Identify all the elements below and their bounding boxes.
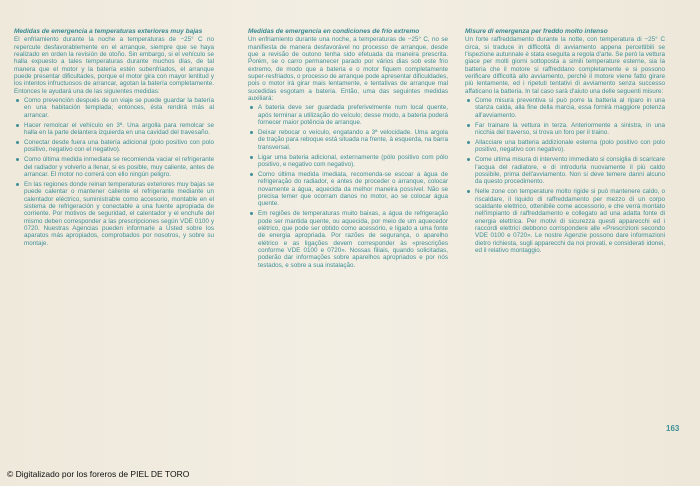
list-item: Em regiões de temperaturas muito baixas, a água de refrigeração pode ser mantida quente, ou aquecida, por meio de um aquecedor elétrico, que pode ser obtido como acessório, e ligado a uma fonte de energia apropriada. Por razões de segurança, o aparelho elétrico e as ligações devem corresponder às «prescrições conforme VDE 0100 e 0720». Nossas filiais, quando solicitadas, poderão dar informações sobre aparelhos apropriados e por nós testados, e sobre a sua instalação. [248, 210, 448, 269]
column-title: Medidas de emergencia a temperaturas exteriores muy bajas [14, 28, 203, 35]
measures-list [14, 97, 214, 247]
list-item: Nelle zone con temperature molto rigide si può mantenere caldo, o riscaldare, il liquido di raffreddamento per mezzo di un corpo scaldante elettrico, ottenibile come accessorio, e che verrà montato nell'impianto di raffreddamento e collegato ad una adatta fonte di energia elettrica. Per motivi di sicurezza questi apparecchi ed i raccordi elettrici debbono corrispondere alle «Prescrizioni secondo VDE 0100 e 0720». Le nostre Agenzie possono dare informazioni dietro richiesta, sugli apparecchi da noi provati, e considerati idonei, ed il relativo montaggio. [465, 188, 665, 254]
column-intro: Un forte raffreddamento durante la notte, con temperatura di −25° C circa, si traduce in difficoltà di avviamento appena percettibili se l'ispezione autunnale è stata eseguita a regola d'arte. Se però la vettura giace per molti giorni sottoposta a simili temperature esterne, sia la batteria che il motore si raffreddano completamente e si possono verificare difficoltà allo avviamento, perchè il motore viene fatto girare più lentamente, ed i ripetuti tentativi di avviamento senza successo affaticano la batteria. In tal caso sarà d'aiuto una delle seguenti misure: [465, 36, 665, 95]
column-italian [465, 28, 665, 257]
list-item: Como prevención después de un viaje se puede guardar la batería en una habitación templada; entonces, ésta rendirá más al arrancar. [14, 97, 214, 119]
list-item: Conectar desde fuera una batería adicional (polo positivo con polo positivo, negativo con el negativo). [14, 139, 214, 154]
list-item: Come misura preventiva si può porre la batteria al riparo in una stanza calda, alla fine della marcia, essa fornirà maggiore potenza all'avviamento. [465, 97, 665, 119]
list-item: Deixar rebocar o veículo, engatando a 3ª velocidade. Uma argola de tração para reboque está situada na frente, à esquerda, na barra transversal. [248, 129, 448, 151]
list-item: En las regiones donde reinan temperaturas exteriores muy bajas se puede calentar o mantener caliente el refrigerante mediante un calentador eléctrico, suministrable como accesorio, montable en el sistema de refrigeración y conectable a una fuente apropiada de corriente. Por motivos de seguridad, el calentador y el enchufe del mismo deben corresponder a las prescripciones según VDE 0100 y 0720. Nuestras Agencias pueden informarle a Usted sobre los aparatos más apropiados, comprobados por nosotros, y sobre su montaje. [14, 181, 214, 247]
column-title: Medidas de emergencia en condiciones de frío extremo [248, 28, 420, 35]
page-number: 163 [666, 424, 680, 433]
list-item: Allacciare una batteria addizionale esterna (polo positivo con polo positivo, negativo con negativo). [465, 139, 665, 154]
list-item: Come ultima misura di intervento immediato si consiglia di scaricare l'acqua del radiatore, e di introdurla nuovamente il più caldo possibile, prima dell'avviamento. Non si deve temere danni alcuno da questo procedimento. [465, 156, 665, 185]
column-title: Misure di emergenza per freddo molto intenso [465, 28, 608, 35]
column-spanish [14, 28, 214, 250]
column-portuguese [248, 28, 448, 272]
list-item: Hacer remolcar el vehículo en 3ª. Una argolla para remolcar se halla en la parte delantera izquierda en una cavidad del travesaño. [14, 122, 214, 137]
list-item: Como última medida inmediata se recomienda vaciar el refrigerante del radiador y volverlo a llenar, si es posible, muy caliente, antes de arrancar. El motor no correrá con ello ningún peligro. [14, 156, 214, 178]
list-item: Far trainare la vettura in terza. Anteriormente a sinistra, in una nicchia del traverso, si trova un foro per il traino. [465, 122, 665, 137]
column-intro: Un enfriamiento durante una noche, a temperaturas de −25° C, no se manifiesta de manera desfavorável no processo de arranque, desde que a revisão de outono tenha sido efetuada da maneira prescrita. Porém, se o carro permanecer parado por vários dias sob este frio extremo, de modo que a bateria e o motor fiquem completamente super-resfriados, o processo de arranque pode apresentar dificuldades, pois o motor irá girar mais lentamente, e tentativas de arranque mal sucedidas esgotam a bateria. Então, uma das seguintes medidas auxiliará: [248, 36, 448, 103]
column-intro: El enfriamiento durante la noche a temperaturas de −25° C no repercute desfavorablemente en el arranque, siempre que se haya realizado en orden la revisión de otoño. Sin embargo, si el vehículo se halla expuesto a tales temperaturas durante muchos días, de tal manera que el motor y la batería estén subenfriados, el arranque puede presentar dificultades, porque el motor gira con mayor lentitud y los intentos infructuosos de arrancar, agotan la batería completamente. Entonces le ayudará una de las siguientes medidas: [14, 36, 214, 95]
measures-list [248, 104, 448, 269]
scan-credit: © Digitalizado por los foreros de PIEL DE TORO [7, 469, 190, 479]
measures-list [465, 97, 665, 254]
list-item: A bateria deve ser guardada preferivelmente num local quente, após terminar a utilização do veículo; desse modo, a bateria poderá fornecer maior potência de arranque. [248, 104, 448, 126]
list-item: Como última medida imediata, recomenda-se escoar a água de refrigeração do radiador, e antes de proceder o arranque, colocar novamente a água, aquecida da melhor maneira possível. Não se precisa temer que ocorram danos no motor, ao se colocar água quente. [248, 171, 448, 208]
list-item: Ligar uma bateria adicional, externamente (pólo positivo com pólo positivo, e negativo com negativo). [248, 154, 448, 169]
